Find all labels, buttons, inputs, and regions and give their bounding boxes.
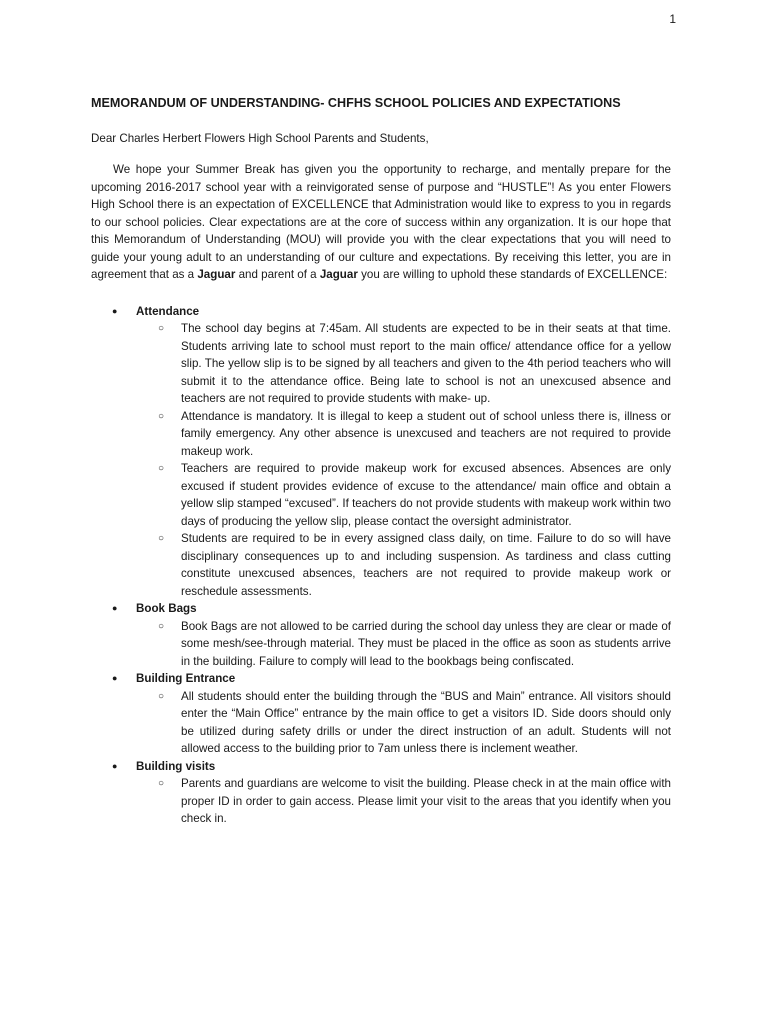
jaguar-emphasis: Jaguar [197, 268, 236, 281]
section-heading: Attendance [136, 304, 200, 318]
policy-section [91, 670, 671, 758]
list-item-text: Parents and guardians are welcome to visit the building. Please check in at the main office with proper ID in order to gain access. Please limit your visit to the areas that you identify when you check in. [181, 777, 671, 825]
hollow-bullet-icon: ○ [158, 463, 165, 474]
memo-body [91, 95, 671, 828]
list-item [136, 408, 671, 461]
list-item [136, 530, 671, 600]
intro-text: you are willing to uphold these standards of EXCELLENCE: [357, 268, 668, 281]
filled-bullet-icon: ● [112, 305, 118, 316]
policy-section [91, 758, 671, 828]
memo-title: MEMORANDUM OF UNDERSTANDING- CHFHS SCHOOL POLICIES AND EXPECTATIONS [91, 96, 621, 110]
section-items [136, 320, 671, 600]
list-item [136, 775, 671, 828]
list-item-text: Students are required to be in every assigned class daily, on time. Failure to do so will have disciplinary consequences up to and including suspension. As tardiness and class cutting constitute unexcused absences, teachers are not required to provide makeup work or reschedule assessments. [181, 532, 671, 598]
list-item [136, 618, 671, 671]
hollow-bullet-icon: ○ [158, 778, 165, 789]
hollow-bullet-icon: ○ [158, 690, 165, 702]
filled-bullet-icon: ● [112, 760, 118, 771]
page-number: 1 [669, 12, 676, 26]
hollow-bullet-icon: ○ [158, 533, 165, 544]
policy-list [91, 303, 671, 828]
section-items [136, 775, 671, 828]
policy-section [91, 600, 671, 670]
section-items [136, 618, 671, 671]
filled-bullet-icon: ● [112, 603, 118, 613]
list-item-text: Attendance is mandatory. It is illegal to keep a student out of school unless there is, illness or family emergency. Any other absence is unexcused and teachers are not required to provide makeup work. [181, 409, 671, 458]
list-item [136, 320, 671, 408]
policy-section [91, 303, 671, 601]
salutation: Dear Charles Herbert Flowers High School Parents and Students, [91, 131, 429, 145]
list-item-text: All students should enter the building through the “BUS and Main” entrance. All visitors should enter the “Main Office” entrance by the main office to get a visitors ID. Side doors should only be utilized during safety drills or under the direct instruction of an adult. Students will not allowed access to the building prior to 7am unless there is inclement weather. [181, 689, 671, 755]
section-heading: Building Entrance [136, 672, 236, 685]
list-item-text: Book Bags are not allowed to be carried during the school day unless they are clear or made of some mesh/see-through material. They must be placed in the office as soon as students arrive in the building. Failure to comply will lead to the bookbags being confiscated. [181, 619, 671, 668]
hollow-bullet-icon: ○ [158, 323, 165, 334]
list-item-text: Teachers are required to provide makeup work for excused absences. Absences are only excused if student provides evidence of excuse to the attendance/ main office and obtain a yellow slip stamped “excused”. If teachers do not provide students with makeup work within two days of producing the yellow slip, please contact the oversight administrator. [181, 462, 671, 528]
list-item [136, 688, 671, 758]
intro-paragraph [91, 161, 671, 284]
list-item [136, 460, 671, 530]
section-heading: Book Bags [136, 602, 197, 615]
intro-text: We hope your Summer Break has given you the opportunity to recharge, and mentally prepare for the upcoming 2016-2017 school year with a reinvigorated sense of purpose and “HUSTLE”! As you enter Flowers High School there is an expectation of EXCELLENCE that Administration would like to express to you in regards to our school policies. Clear expectations are at the core of success within any organization. It is our hope that this Memorandum of Understanding (MOU) will provide you with the clear expectations that you will need to guide your young adult to an understanding of our culture and expectations. By receiving this letter, you are in agreement that as a [91, 163, 671, 281]
hollow-bullet-icon: ○ [158, 410, 165, 422]
intro-text: and parent of a [235, 268, 320, 281]
hollow-bullet-icon: ○ [158, 620, 165, 632]
jaguar-emphasis: Jaguar [319, 268, 358, 281]
filled-bullet-icon: ● [112, 673, 118, 683]
list-item-text: The school day begins at 7:45am. All students are expected to be in their seats at that time. Students arriving late to school must report to the main office/ attendance office for a yellow slip. The yellow slip is to be signed by all teachers and given to the 4th period teachers who will submit it to the attendance office. Being late to school is not an unexcused absence and teachers are not required to provide students with make- up. [181, 322, 671, 405]
section-items [136, 688, 671, 758]
section-heading: Building visits [136, 759, 216, 773]
